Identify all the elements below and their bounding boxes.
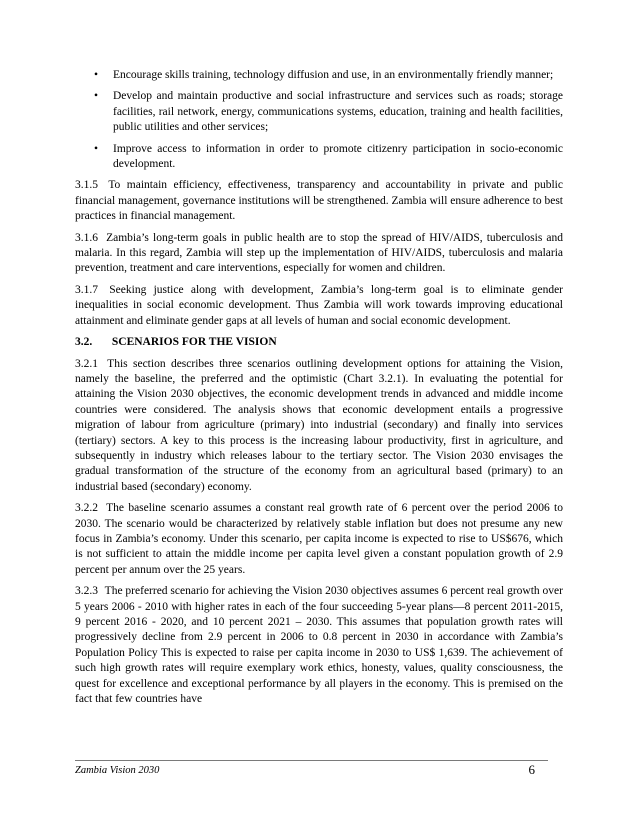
page-footer: [75, 764, 535, 778]
paragraph-text: The preferred scenario for achieving the Vision 2030 objectives assumes 6 percent real growth over 5 years 2006 - 2010 with higher rates in each of the four succeeding 5-year plans—8 percent 2011-2015, 9 percent 2016 - 2020, and 10 percent 2021 – 2030. This assumes that population growth rates will progressively decline from 2.9 percent in 2006 to 0.8 percent in 2030 in accordance with Zambia’s Population Policy This is expected to raise per capita income in 2030 to US$ 1,639. The achievement of such high growth rates will require exemplary work ethics, honesty, values, quality consciousness, the quest for excellence and exceptional performance by all players in the economy. This is premised on the fact that few countries have: [75, 585, 563, 706]
paragraph-3-1-7: [75, 283, 563, 329]
footer-divider: [75, 760, 548, 761]
bullet-icon: •: [94, 69, 99, 81]
paragraph-text: The baseline scenario assumes a constant real growth rate of 6 percent over the period 2006 to 2030. The scenario would be characterized by relatively stable inflation but does not presume any new focus in Zambia’s economy. Under this scenario, per capita income is expected to rise to US$676, which is not sufficient to attain the middle income per capita level given a constant population growth of 2.9 percent per annum over the 25 years.: [75, 502, 563, 576]
section-title: SCENARIOS FOR THE VISION: [111, 336, 277, 349]
bullet-item: [75, 68, 563, 83]
paragraph-number: 3.2.1: [75, 357, 98, 370]
paragraph-number: 3.1.7: [75, 283, 98, 296]
bullet-text: Encourage skills training, technology diffusion and use, in an environmentally friendly manner;: [113, 69, 554, 81]
bullet-item: [75, 142, 563, 173]
paragraph-3-2-2: [75, 501, 563, 578]
section-number: 3.2.: [75, 336, 93, 349]
bullet-list: [75, 68, 563, 172]
section-heading: [75, 335, 563, 350]
paragraph-3-1-5: [75, 178, 563, 224]
paragraph-text: To maintain efficiency, effectiveness, transparency and accountability in private and public financial management, governance institutions will be strengthened. Zambia will ensure adherence to best practices in financial management.: [75, 179, 563, 223]
bullet-text: Develop and maintain productive and social infrastructure and services such as roads; storage facilities, rail network, energy, communications systems, education, training and health facilities, public utilities and other services;: [113, 90, 563, 134]
bullet-icon: •: [94, 142, 99, 155]
bullet-item: [75, 89, 563, 135]
footer-title: Zambia Vision 2030: [75, 765, 160, 776]
paragraph-text: Zambia’s long-term goals in public health are to stop the spread of HIV/AIDS, tuberculosis and malaria. In this regard, Zambia will step up the implementation of HIV/AIDS, tuberculosis and malaria prevention, treatment and care interventions, especially for women and children.: [75, 231, 564, 275]
page-number: 6: [528, 762, 535, 777]
paragraph-number: 3.1.6: [75, 231, 98, 244]
paragraph-number: 3.2.2: [75, 502, 98, 515]
bullet-text: Improve access to information in order to promote citizenry participation in socio-economic development.: [113, 142, 563, 171]
paragraph-text: This section describes three scenarios outlining development options for attaining the Vision, namely the baseline, the preferred and the optimistic (Chart 3.2.1). In evaluating the potential for attaining the Vision 2030 objectives, the economic development trends in advanced and middle income countries were considered. The analysis shows that economic development entails a progressive migration of labour from agriculture (primary) into industrial (secondary) and finally into services (tertiary) sectors. A key to this process is the increasing labour productivity, first in agriculture, and subsequently in industry which releases labour to the tertiary sector. The Vision 2030 envisages the gradual transformation of the structure of the economy from an agricultural based (primary) to an industrial based (secondary) economy.: [75, 357, 563, 493]
paragraph-3-1-6: [75, 231, 563, 277]
paragraph-number: 3.1.5: [75, 179, 98, 192]
paragraph-3-2-3: [75, 584, 563, 707]
document-page: [75, 68, 563, 713]
paragraph-3-2-1: [75, 357, 563, 496]
paragraph-text: Seeking justice along with development, Zambia’s long-term goal is to eliminate gender inequalities in social economic development. Thus Zambia will work towards improving educational attainment and eliminate gender gaps at all levels of human and social economic development.: [75, 283, 563, 327]
bullet-icon: •: [94, 90, 99, 103]
paragraph-number: 3.2.3: [75, 585, 98, 598]
